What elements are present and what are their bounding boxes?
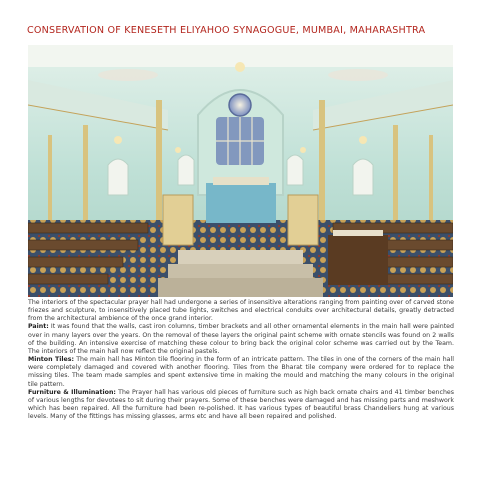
section-paint [28, 323, 454, 356]
section-text: It was found that the walls, cast iron columns, timber brackets and all other ornamental elements in the main hall were painted over in many layers over the years. On the removal of these layers the original paint scheme with ornate stencils was found on 2 walls of the building. An intensive exercise of matching these colour to bring back the original color scheme was carried out by the Team. The interiors of the main hall now reflect the original pastels. [28, 323, 454, 355]
section-minton-tiles [28, 356, 454, 389]
section-text: The Prayer hall has various old pieces of furniture such as high back ornate chairs and 41 timber benches of various lengths for devotees to sit during their prayers. Some of these benches were damaged and has missing parts and meshwork which has been repaired. All the furniture had been re-polished. It has various types of beautiful brass Chandeliers hung at various levels. Many of the fittings has missing glasses, arms etc and have all been repaired and polished. [28, 388, 455, 421]
section-heading: Paint: [28, 323, 49, 331]
page-title: CONSERVATION OF KENESETH ELIYAHOO SYNAGOGUE, MUMBAI, MAHARASHTRA [27, 25, 426, 36]
synagogue-interior-photo [28, 45, 453, 297]
intro-paragraph: The interiors of the spectacular prayer hall had undergone a series of insensitive alterations ranging from painting over of carved stone friezes and sculpture, to insensitively placed tube lights, switches and electrical conduits over architectural details, greatly detracted from the architectural ambience of the once grand interior. [28, 299, 454, 323]
section-heading: Furniture & Illumination: [28, 388, 116, 396]
section-heading: Minton Tiles: [28, 356, 74, 364]
section-furniture [28, 389, 454, 422]
article-body [28, 299, 454, 421]
section-text: The main hall has Minton tile flooring in the form of an intricate pattern. The tiles in one of the corners of the main hall were completely damaged and covered with another flooring. Tiles from the Bharat tile company were ordered for to replace the missing tiles. The team made samples and spent extensive time in making the mould and matching the many colours in the original tile pattern. [28, 356, 454, 388]
